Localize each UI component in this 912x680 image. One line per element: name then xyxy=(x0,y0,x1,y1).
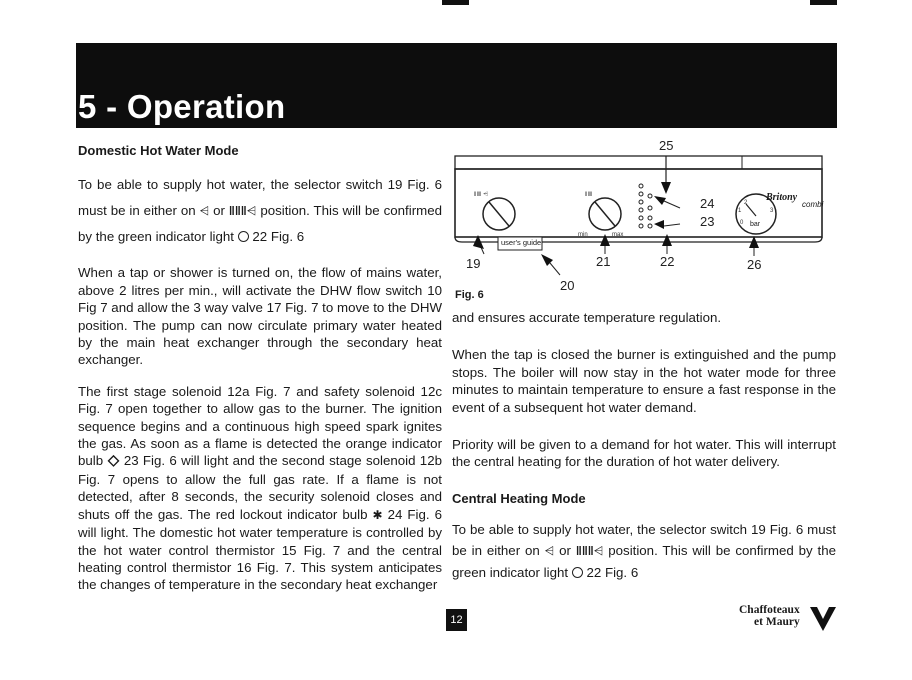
dhw-p1-text-b: position. This will be confirmed by the green indicator light xyxy=(78,203,442,245)
bar-label: bar xyxy=(750,221,761,228)
section-banner xyxy=(76,43,837,128)
tap-icon: ⩤ xyxy=(544,544,555,559)
callout-20: 20 xyxy=(560,278,575,293)
orange-bulb-icon: 🮮 xyxy=(107,454,120,469)
dhw-p3-text-c: 24 Fig. 6 will light. The domestic hot water temperature is controlled by the hot water control thermistor 15 Fig. 7 and the central heating control thermistor 16 Fig. 7. This system anticipates the changes of temperature in the secondary heat exchanger xyxy=(78,506,443,593)
ch-heading: Central Heating Mode xyxy=(452,490,586,506)
callout-25: 25 xyxy=(659,138,674,153)
red-bulb-icon: ✱ xyxy=(372,507,383,522)
figure-label: Fig. 6 xyxy=(455,289,484,301)
callout-22: 22 xyxy=(660,254,675,269)
callout-23: 23 xyxy=(700,214,715,229)
svg-text:min: min xyxy=(578,232,588,238)
brand-sub-label: combi xyxy=(802,200,824,209)
svg-text:1: 1 xyxy=(738,208,742,214)
ch-p-text-c: 22 Fig. 6 xyxy=(586,565,639,581)
logo-v-mark-icon xyxy=(810,607,836,631)
right-column xyxy=(452,309,836,597)
svg-text:3: 3 xyxy=(770,208,774,214)
green-light-icon xyxy=(238,231,249,242)
dhw-paragraph-1 xyxy=(78,172,442,250)
brand-logo xyxy=(739,604,800,628)
radiator-tap-icon: ǁǁǁ⩤ xyxy=(575,544,604,559)
logo-line-2: et Maury xyxy=(754,616,800,628)
right-paragraph-2: When the tap is closed the burner is extinguished and the pump stops. The boiler will now stay in the hot water mode for three minutes to maintain temperature to ensure a fast response in the event of a subsequent hot water demand. xyxy=(452,347,836,415)
right-paragraph-3: Priority will be given to a demand for hot water. This will interrupt the central heating for the duration of hot water delivery. xyxy=(452,437,836,470)
callout-26: 26 xyxy=(747,257,762,272)
radiator-tap-icon: ǁǁǁ⩤ xyxy=(228,204,257,219)
svg-text:0: 0 xyxy=(740,220,744,226)
dhw-paragraph-2: When a tap or shower is turned on, the flow of mains water, above 2 litres per min., will activate the DHW flow switch 10 Fig 7 and allow the 3 way valve 17 Fig. 7 to move to the DHW position. The pump can now circulate primary water heated by the main heat exchanger through the secondary heat exchanger. xyxy=(78,265,442,368)
dhw-heading: Domestic Hot Water Mode xyxy=(78,143,239,158)
left-column xyxy=(78,142,442,608)
dhw-p3-text-b: 23 Fig. 6 will light and the second stage solenoid 12b Fig. 7 opens to allow the full gas rate. If a flame is not detected, after 8 seconds, the security solenoid closes and shuts off the gas. The red lockout indicator bulb xyxy=(78,453,442,522)
svg-text:2: 2 xyxy=(744,200,748,206)
green-light-icon xyxy=(572,567,583,578)
tap-icon: ⩤ xyxy=(199,204,210,219)
ch-p-or: or xyxy=(559,543,571,559)
section-title: 5 - Operation xyxy=(78,88,286,125)
callout-19: 19 xyxy=(466,256,481,271)
dhw-p1-or: or xyxy=(213,203,225,219)
user-guide-label: user's guide xyxy=(501,238,542,247)
callout-24: 24 xyxy=(700,196,715,211)
ch-p-text-b: position. This will be confirmed by the green indicator light xyxy=(452,543,836,581)
ch-paragraph xyxy=(452,519,836,583)
dhw-p1-text-a: To be able to supply hot water, the selector switch 19 Fig. 6 must be in either on xyxy=(78,177,442,219)
dhw-paragraph-3 xyxy=(78,383,442,594)
brand-label: Britony xyxy=(766,192,798,203)
ch-p-text-a: To be able to supply hot water, the selector switch 19 Fig. 6 must be in either on xyxy=(452,522,836,559)
svg-text:ǁǁǁ: ǁǁǁ xyxy=(585,192,593,198)
svg-text:max: max xyxy=(612,232,624,238)
boiler-panel-diagram xyxy=(452,138,837,308)
logo-line-1: Chaffoteaux xyxy=(739,604,800,616)
figure-6 xyxy=(452,138,837,308)
svg-text:ǁǁǁ ⩤: ǁǁǁ ⩤ xyxy=(474,192,488,198)
dhw-p3-text-a: The first stage solenoid 12a Fig. 7 and safety solenoid 12c Fig. 7 open together to allow gas to the burner. The ignition sequence begins and a continuous high speed spark ignites the gas. As soon as a flame is detected the orange indicator bulb xyxy=(78,383,442,469)
top-mark-left xyxy=(442,0,469,5)
page-number: 12 xyxy=(446,609,467,631)
right-paragraph-1: and ensures accurate temperature regulation. xyxy=(452,310,722,325)
dhw-p1-text-c: 22 Fig. 6 xyxy=(252,229,305,245)
callout-21: 21 xyxy=(596,254,611,269)
top-mark-right xyxy=(810,0,837,5)
